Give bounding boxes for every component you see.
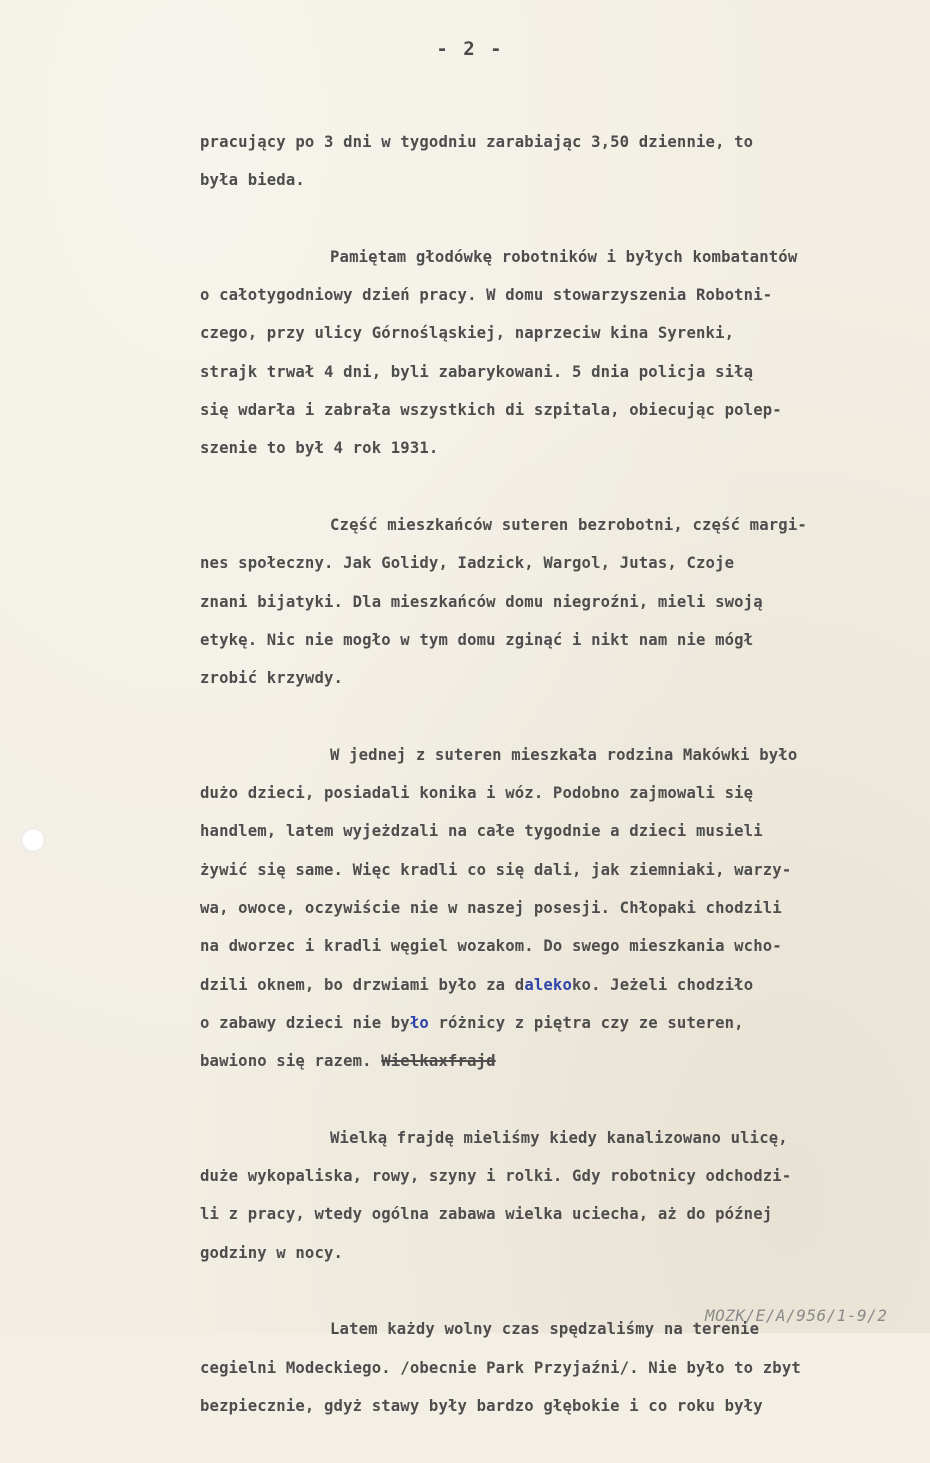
- text-line: [200, 1042, 900, 1080]
- text-fragment: różnicy z piętra czy ze suteren,: [428, 1013, 744, 1032]
- text-fragment: bawiono się razem.: [200, 1052, 382, 1071]
- text-line: się wdarła i zabrała wszystkich di szpitala, obiecując polep-: [200, 401, 782, 420]
- text-line: pracujący po 3 dni w tygodniu zarabiając 3,50 dziennie, to: [200, 133, 754, 151]
- text-line: wa, owoce, oczywiście nie w naszej posesji. Chłopaki chodzili: [200, 898, 782, 917]
- text-line: strajk trwał 4 dni, byli zabarykowani. 5 dnia policja siłą: [200, 362, 754, 381]
- text-line: nes społeczny. Jak Golidy, Iadzick, Wargol, Jutas, Czoje: [200, 554, 735, 573]
- archive-signature: MOZK/E/A/956/1-9/2: [705, 1306, 888, 1325]
- text-line: Pamiętam głodówkę robotników i byłych kombatantów: [330, 247, 798, 266]
- text-line: cegielni Modeckiego. /obecnie Park Przyjaźni/. Nie było to zbyt: [200, 1358, 801, 1377]
- struck-out-text: Wielkaxfrajd: [381, 1052, 496, 1071]
- text-line: Wielką frajdę mieliśmy kiedy kanalizowano ulicę,: [330, 1128, 788, 1147]
- punch-hole: [21, 828, 45, 852]
- page-number: - 2 -: [436, 38, 504, 60]
- text-line: znani bijatyki. Dla mieszkańców domu niegroźni, mieli swoją: [200, 592, 763, 611]
- paragraph-3: [200, 506, 900, 697]
- text-line: bezpiecznie, gdyż stawy były bardzo głębokie i co roku były: [200, 1396, 763, 1415]
- handwritten-correction: aleko: [524, 975, 573, 994]
- text-line: W jednej z suteren mieszkała rodzina Makówki było: [330, 745, 798, 764]
- text-line: etykę. Nic nie mogło w tym domu zginąć i nikt nam nie mógł: [200, 630, 754, 649]
- text-line: dużo dzieci, posiadali konika i wóz. Podobno zajmowali się: [200, 784, 754, 803]
- text-line: żywić się same. Więc kradli co się dali, jak ziemniaki, warzy-: [200, 860, 792, 879]
- text-line: Część mieszkańców suteren bezrobotni, część margi-: [330, 515, 807, 534]
- text-fragment: o zabawy dzieci nie by: [200, 1013, 410, 1032]
- text-fragment: ko. Jeżeli chodziło: [572, 975, 754, 994]
- text-line: handlem, latem wyjeżdzali na całe tygodnie a dzieci musieli: [200, 822, 763, 841]
- text-line: zrobić krzywdy.: [200, 669, 344, 688]
- handwritten-correction: ło: [409, 1013, 429, 1032]
- text-line: szenie to był 4 rok 1931.: [200, 439, 439, 458]
- text-line: na dworzec i kradli węgiel wozakom. Do swego mieszkania wcho-: [200, 937, 782, 956]
- text-line: Latem każdy wolny czas spędzaliśmy na terenie: [330, 1320, 760, 1339]
- text-line: godziny w nocy.: [200, 1243, 344, 1262]
- text-line: była bieda.: [200, 171, 305, 190]
- paragraph-6: [200, 1310, 900, 1425]
- text-line: duże wykopaliska, rowy, szyny i rolki. Gdy robotnicy odchodzi-: [200, 1167, 792, 1186]
- typed-text-body: [200, 123, 900, 1463]
- text-line: o całotygodniowy dzień pracy. W domu stowarzyszenia Robotni-: [200, 286, 773, 305]
- text-line: [200, 966, 900, 1004]
- text-line: [200, 1004, 900, 1042]
- paragraph-4: [200, 736, 900, 1081]
- text-line: czego, przy ulicy Górnośląskiej, naprzeciw kina Syrenki,: [200, 324, 735, 343]
- paragraph-1: [200, 123, 900, 200]
- paragraph-2: [200, 238, 900, 468]
- text-fragment: dzili oknem, bo drzwiami było za d: [200, 975, 525, 994]
- text-line: li z pracy, wtedy ogólna zabawa wielka uciecha, aż do późnej: [200, 1205, 773, 1224]
- paragraph-5: [200, 1119, 900, 1272]
